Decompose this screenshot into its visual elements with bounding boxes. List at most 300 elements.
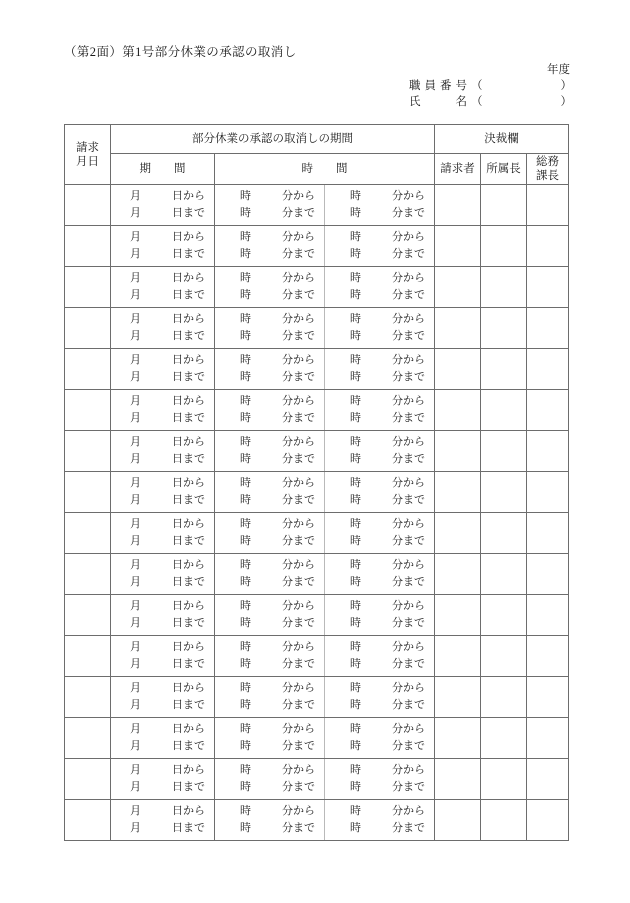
unit-primary: 月 (130, 313, 141, 325)
cell-line-to (325, 533, 425, 550)
unit-primary: 時 (240, 436, 251, 448)
unit-secondary: 分から (392, 395, 425, 407)
unit-primary: 月 (130, 600, 141, 612)
unit-secondary: 分まで (282, 576, 315, 588)
cell-line-pair (325, 513, 434, 553)
unit-secondary: 日まで (172, 658, 205, 670)
unit-secondary: 分まで (282, 822, 315, 834)
unit-secondary: 分まで (392, 658, 425, 670)
cell-request-date[interactable] (65, 718, 111, 759)
cell-line-pair (215, 759, 324, 799)
cell-line-to (325, 656, 425, 673)
cell-line-from (325, 352, 425, 369)
cell-general-affairs-seal[interactable] (527, 267, 569, 308)
table-cell[interactable] (325, 226, 435, 267)
unit-primary: 時 (240, 576, 251, 588)
cell-line-from (215, 639, 315, 656)
cell-line-pair (215, 390, 324, 430)
table-cell[interactable] (215, 267, 325, 308)
table-row (65, 431, 569, 472)
cell-line-to (111, 410, 205, 427)
cell-supervisor-seal[interactable] (481, 636, 527, 677)
cell-line-pair (215, 308, 324, 348)
unit-secondary: 日まで (172, 781, 205, 793)
table-cell[interactable] (325, 308, 435, 349)
cell-request-date[interactable] (65, 390, 111, 431)
cell-line-to (215, 779, 315, 796)
unit-secondary: 分から (282, 764, 315, 776)
unit-secondary: 日まで (172, 412, 205, 424)
cell-general-affairs-seal[interactable] (527, 390, 569, 431)
cell-request-date[interactable] (65, 636, 111, 677)
unit-secondary: 分まで (282, 494, 315, 506)
unit-primary: 時 (350, 576, 361, 588)
table-cell[interactable] (111, 800, 215, 841)
table-cell[interactable] (325, 185, 435, 226)
unit-primary: 時 (240, 395, 251, 407)
table-row (65, 554, 569, 595)
unit-primary: 月 (130, 494, 141, 506)
cell-request-date[interactable] (65, 267, 111, 308)
table-cell[interactable] (325, 636, 435, 677)
cell-line-to (215, 697, 315, 714)
cell-claimant-seal[interactable] (435, 185, 481, 226)
cell-line-from (325, 188, 425, 205)
cell-line-to (111, 820, 205, 837)
unit-primary: 時 (350, 699, 361, 711)
employee-number-label: 職員番号 (409, 80, 467, 92)
unit-secondary: 日から (172, 354, 205, 366)
table-cell[interactable] (111, 595, 215, 636)
unit-secondary: 分から (392, 313, 425, 325)
unit-secondary: 日まで (172, 740, 205, 752)
cell-request-date[interactable] (65, 431, 111, 472)
cell-supervisor-seal[interactable] (481, 677, 527, 718)
table-cell[interactable] (215, 308, 325, 349)
cell-supervisor-seal[interactable] (481, 759, 527, 800)
cell-line-from (111, 188, 205, 205)
cell-line-pair (111, 308, 214, 348)
cell-supervisor-seal[interactable] (481, 267, 527, 308)
table-cell[interactable] (325, 349, 435, 390)
cell-line-from (111, 393, 205, 410)
cell-request-date[interactable] (65, 554, 111, 595)
cell-general-affairs-seal[interactable] (527, 349, 569, 390)
unit-primary: 時 (350, 477, 361, 489)
unit-secondary: 分まで (282, 371, 315, 383)
table-cell[interactable] (215, 677, 325, 718)
header-period: 期 間 (111, 154, 215, 185)
unit-secondary: 分まで (282, 781, 315, 793)
unit-secondary: 分まで (392, 289, 425, 301)
unit-secondary: 分から (282, 313, 315, 325)
unit-primary: 時 (350, 371, 361, 383)
cell-line-to (215, 533, 315, 550)
table-cell[interactable] (325, 431, 435, 472)
unit-primary: 時 (350, 764, 361, 776)
cell-line-pair (111, 349, 214, 389)
unit-primary: 時 (240, 781, 251, 793)
cell-supervisor-seal[interactable] (481, 349, 527, 390)
table-cell[interactable] (111, 431, 215, 472)
unit-secondary: 日から (172, 723, 205, 735)
table-cell[interactable] (215, 349, 325, 390)
table-cell[interactable] (111, 554, 215, 595)
cell-claimant-seal[interactable] (435, 718, 481, 759)
unit-secondary: 分まで (282, 535, 315, 547)
unit-primary: 時 (350, 289, 361, 301)
cell-general-affairs-seal[interactable] (527, 431, 569, 472)
cell-supervisor-seal[interactable] (481, 390, 527, 431)
employee-header-block (380, 62, 572, 110)
cell-claimant-seal[interactable] (435, 513, 481, 554)
cell-request-date[interactable] (65, 677, 111, 718)
cell-line-pair (215, 595, 324, 635)
unit-primary: 時 (240, 190, 251, 202)
unit-primary: 時 (350, 453, 361, 465)
unit-secondary: 日から (172, 231, 205, 243)
cell-request-date[interactable] (65, 595, 111, 636)
table-cell[interactable] (111, 636, 215, 677)
cell-line-to (111, 246, 205, 263)
unit-secondary: 分から (282, 477, 315, 489)
unit-primary: 時 (240, 535, 251, 547)
unit-primary: 時 (240, 289, 251, 301)
cell-line-from (111, 680, 205, 697)
cell-claimant-seal[interactable] (435, 308, 481, 349)
unit-primary: 月 (130, 289, 141, 301)
cell-line-from (325, 516, 425, 533)
cell-claimant-seal[interactable] (435, 595, 481, 636)
unit-secondary: 分から (392, 436, 425, 448)
unit-primary: 時 (350, 740, 361, 752)
cell-line-from (111, 434, 205, 451)
unit-primary: 月 (130, 248, 141, 260)
cell-line-from (325, 229, 425, 246)
cell-supervisor-seal[interactable] (481, 431, 527, 472)
table-cell[interactable] (215, 554, 325, 595)
table-cell[interactable] (111, 226, 215, 267)
cell-supervisor-seal[interactable] (481, 800, 527, 841)
cell-request-date[interactable] (65, 349, 111, 390)
cell-line-pair (325, 390, 434, 430)
page-title: （第2面）第1号部分休業の承認の取消し (64, 45, 297, 59)
cell-general-affairs-seal[interactable] (527, 513, 569, 554)
cell-general-affairs-seal[interactable] (527, 595, 569, 636)
cell-line-pair (111, 267, 214, 307)
cell-line-to (111, 533, 205, 550)
cell-line-from (215, 557, 315, 574)
cell-supervisor-seal[interactable] (481, 718, 527, 759)
unit-secondary: 日まで (172, 822, 205, 834)
table-cell[interactable] (325, 390, 435, 431)
unit-secondary: 日から (172, 313, 205, 325)
table-cell[interactable] (215, 513, 325, 554)
unit-secondary: 分から (392, 272, 425, 284)
unit-primary: 時 (350, 559, 361, 571)
table-cell[interactable] (111, 677, 215, 718)
cell-line-pair (111, 800, 214, 840)
table-cell[interactable] (215, 759, 325, 800)
unit-secondary: 日から (172, 436, 205, 448)
unit-primary: 月 (130, 740, 141, 752)
header-supervisor: 所属長 (481, 154, 527, 185)
header-approval-group: 決裁欄 (435, 125, 569, 154)
cell-request-date[interactable] (65, 513, 111, 554)
cell-general-affairs-seal[interactable] (527, 185, 569, 226)
unit-primary: 時 (350, 682, 361, 694)
cell-claimant-seal[interactable] (435, 390, 481, 431)
cell-supervisor-seal[interactable] (481, 513, 527, 554)
cell-claimant-seal[interactable] (435, 472, 481, 513)
table-cell[interactable] (325, 267, 435, 308)
cell-general-affairs-seal[interactable] (527, 718, 569, 759)
unit-secondary: 分から (282, 805, 315, 817)
cell-general-affairs-seal[interactable] (527, 759, 569, 800)
cell-line-pair (325, 185, 434, 225)
header-period-group: 部分休業の承認の取消しの期間 (111, 125, 435, 154)
cell-line-from (215, 721, 315, 738)
cell-claimant-seal[interactable] (435, 431, 481, 472)
table-cell[interactable] (325, 677, 435, 718)
unit-primary: 時 (350, 330, 361, 342)
unit-primary: 時 (240, 740, 251, 752)
table-cell[interactable] (215, 718, 325, 759)
cell-claimant-seal[interactable] (435, 677, 481, 718)
table-cell[interactable] (325, 513, 435, 554)
table-cell[interactable] (215, 431, 325, 472)
cell-line-from (111, 229, 205, 246)
unit-secondary: 分から (392, 559, 425, 571)
table-cell[interactable] (325, 759, 435, 800)
unit-secondary: 日まで (172, 207, 205, 219)
cell-request-date[interactable] (65, 226, 111, 267)
cell-line-pair (325, 759, 434, 799)
table-cell[interactable] (111, 308, 215, 349)
cell-general-affairs-seal[interactable] (527, 308, 569, 349)
cell-line-to (325, 451, 425, 468)
table-cell[interactable] (215, 595, 325, 636)
unit-secondary: 分から (392, 231, 425, 243)
cell-line-from (325, 311, 425, 328)
table-row (65, 267, 569, 308)
unit-secondary: 分から (392, 518, 425, 530)
employee-name-paren-open: （ (471, 96, 483, 108)
cell-request-date[interactable] (65, 759, 111, 800)
cell-line-to (215, 369, 315, 386)
cell-line-from (325, 393, 425, 410)
cell-line-from (111, 721, 205, 738)
table-row (65, 800, 569, 841)
table-cell[interactable] (111, 390, 215, 431)
unit-primary: 月 (130, 559, 141, 571)
unit-secondary: 分まで (282, 207, 315, 219)
cell-line-to (325, 492, 425, 509)
cell-claimant-seal[interactable] (435, 636, 481, 677)
cell-line-pair (215, 636, 324, 676)
cell-line-from (215, 598, 315, 615)
cell-line-pair (215, 554, 324, 594)
cell-line-pair (215, 267, 324, 307)
unit-primary: 時 (240, 231, 251, 243)
unit-primary: 時 (350, 272, 361, 284)
table-cell[interactable] (215, 636, 325, 677)
cell-line-pair (111, 431, 214, 471)
cell-line-pair (111, 513, 214, 553)
unit-primary: 時 (350, 658, 361, 670)
unit-primary: 月 (130, 231, 141, 243)
unit-secondary: 分まで (392, 535, 425, 547)
cell-request-date[interactable] (65, 308, 111, 349)
cell-claimant-seal[interactable] (435, 554, 481, 595)
unit-primary: 時 (240, 600, 251, 612)
unit-secondary: 分から (282, 518, 315, 530)
cell-request-date[interactable] (65, 800, 111, 841)
cell-line-from (111, 639, 205, 656)
cell-supervisor-seal[interactable] (481, 185, 527, 226)
table-cell[interactable] (111, 267, 215, 308)
cell-line-pair (325, 472, 434, 512)
table-cell[interactable] (111, 472, 215, 513)
unit-primary: 時 (350, 518, 361, 530)
table-cell[interactable] (215, 800, 325, 841)
table-cell[interactable] (111, 185, 215, 226)
table-cell[interactable] (215, 185, 325, 226)
table-cell[interactable] (111, 513, 215, 554)
unit-secondary: 分から (392, 354, 425, 366)
table-cell[interactable] (325, 800, 435, 841)
cell-line-to (325, 369, 425, 386)
cell-request-date[interactable] (65, 185, 111, 226)
cell-line-pair (111, 595, 214, 635)
unit-secondary: 分まで (282, 248, 315, 260)
unit-secondary: 日まで (172, 535, 205, 547)
cell-line-to (111, 697, 205, 714)
header-general-affairs (527, 154, 569, 185)
unit-primary: 時 (240, 207, 251, 219)
cell-line-from (325, 803, 425, 820)
cell-claimant-seal[interactable] (435, 800, 481, 841)
cell-supervisor-seal[interactable] (481, 226, 527, 267)
cell-line-from (325, 557, 425, 574)
table-cell[interactable] (215, 390, 325, 431)
cell-supervisor-seal[interactable] (481, 472, 527, 513)
cell-line-from (111, 762, 205, 779)
cell-line-pair (111, 636, 214, 676)
table-cell[interactable] (325, 718, 435, 759)
unit-secondary: 日まで (172, 699, 205, 711)
unit-primary: 時 (350, 822, 361, 834)
cell-line-pair (325, 677, 434, 717)
unit-secondary: 日から (172, 641, 205, 653)
unit-primary: 時 (350, 412, 361, 424)
cell-request-date[interactable] (65, 472, 111, 513)
cell-line-to (325, 246, 425, 263)
cell-line-pair (215, 226, 324, 266)
cell-line-to (325, 820, 425, 837)
table-cell[interactable] (215, 472, 325, 513)
unit-secondary: 日まで (172, 494, 205, 506)
table-cell[interactable] (111, 718, 215, 759)
unit-secondary: 分まで (282, 330, 315, 342)
unit-secondary: 分から (392, 477, 425, 489)
unit-primary: 月 (130, 535, 141, 547)
table-cell[interactable] (111, 349, 215, 390)
unit-secondary: 分から (392, 723, 425, 735)
unit-primary: 時 (240, 272, 251, 284)
cell-general-affairs-seal[interactable] (527, 677, 569, 718)
cell-line-to (325, 779, 425, 796)
unit-primary: 月 (130, 354, 141, 366)
cell-supervisor-seal[interactable] (481, 595, 527, 636)
cell-line-pair (325, 349, 434, 389)
table-cell[interactable] (325, 595, 435, 636)
cell-line-from (215, 762, 315, 779)
cell-line-from (325, 475, 425, 492)
unit-primary: 時 (240, 412, 251, 424)
cell-line-from (325, 639, 425, 656)
cell-general-affairs-seal[interactable] (527, 472, 569, 513)
cell-general-affairs-seal[interactable] (527, 800, 569, 841)
employee-number-paren-open: （ (471, 80, 483, 92)
table-header-row-2 (65, 154, 569, 185)
cell-general-affairs-seal[interactable] (527, 226, 569, 267)
unit-primary: 時 (240, 723, 251, 735)
cell-line-pair (325, 431, 434, 471)
table-cell[interactable] (111, 759, 215, 800)
cell-line-pair (111, 554, 214, 594)
unit-secondary: 分まで (392, 781, 425, 793)
cell-claimant-seal[interactable] (435, 267, 481, 308)
unit-secondary: 分から (392, 641, 425, 653)
cell-supervisor-seal[interactable] (481, 554, 527, 595)
unit-primary: 時 (240, 699, 251, 711)
unit-primary: 時 (240, 617, 251, 629)
header-request-date-line1: 請求 (76, 141, 99, 154)
cell-line-from (215, 393, 315, 410)
header-request-date (65, 125, 111, 185)
unit-secondary: 分から (282, 723, 315, 735)
cell-general-affairs-seal[interactable] (527, 554, 569, 595)
cell-line-to (325, 738, 425, 755)
cell-general-affairs-seal[interactable] (527, 636, 569, 677)
unit-primary: 時 (350, 190, 361, 202)
cell-claimant-seal[interactable] (435, 759, 481, 800)
table-cell[interactable] (325, 472, 435, 513)
table-header (65, 125, 569, 185)
unit-secondary: 日から (172, 764, 205, 776)
table-cell[interactable] (325, 554, 435, 595)
unit-secondary: 分から (282, 231, 315, 243)
cell-line-pair (215, 677, 324, 717)
unit-secondary: 日まで (172, 453, 205, 465)
unit-secondary: 日まで (172, 617, 205, 629)
cell-line-to (111, 492, 205, 509)
table-cell[interactable] (215, 226, 325, 267)
cell-claimant-seal[interactable] (435, 349, 481, 390)
cell-line-from (325, 762, 425, 779)
unit-secondary: 分まで (282, 412, 315, 424)
unit-primary: 月 (130, 822, 141, 834)
unit-secondary: 分まで (392, 576, 425, 588)
cell-claimant-seal[interactable] (435, 226, 481, 267)
cell-line-to (325, 615, 425, 632)
cell-line-to (215, 205, 315, 222)
cell-line-to (215, 820, 315, 837)
unit-secondary: 日から (172, 682, 205, 694)
unit-secondary: 日まで (172, 330, 205, 342)
cell-supervisor-seal[interactable] (481, 308, 527, 349)
